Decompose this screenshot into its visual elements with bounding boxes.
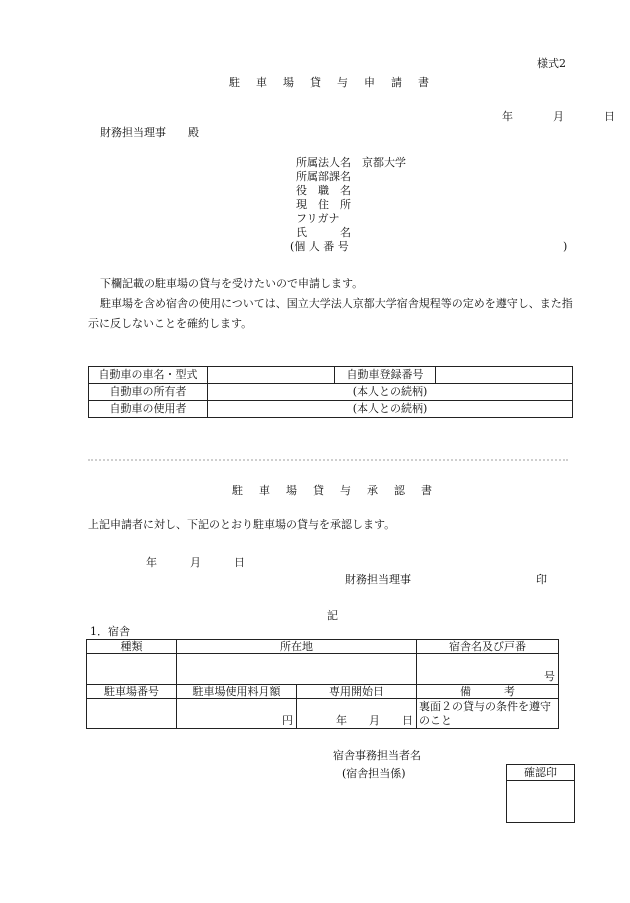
user-relation[interactable]: (本人との続柄) [208,401,573,418]
affiliation-label: 所属法人名 [296,156,351,169]
car-name-label: 自動車の車名・型式 [89,367,208,384]
location-field[interactable] [177,654,417,685]
application-paragraph-2a: 駐車場を含め宿舎の使用については、国立大学法人京都大学宿舎規程等の定めを遵守し、また指 [100,297,573,310]
confirm-seal-field[interactable] [507,781,575,823]
section-lodging-title: 1．宿舎 [90,625,130,638]
position-label: 役 職 名 [296,184,351,197]
car-name-field[interactable] [208,367,335,384]
application-paragraph-2b: 示に反しないことを確約します。 [88,317,253,330]
table-row [87,654,559,685]
table-row [87,685,559,699]
parking-number-label: 駐車場番号 [87,685,177,699]
table-row [89,384,573,401]
furigana-label: フリガナ [296,212,340,225]
department-label: 所属部課名 [296,170,351,183]
application-title: 駐車場貸与申請書 [229,76,445,89]
form-number: 様式2 [537,57,566,70]
section-divider [88,459,568,461]
registration-number-field[interactable] [436,367,573,384]
staff-section-label: (宿舎担当係) [342,767,406,780]
remarks-label: 備 考 [417,685,559,699]
start-date-field[interactable] [297,699,417,729]
table-row [507,765,575,781]
type-field[interactable] [87,654,177,685]
lodging-table [86,639,559,729]
table-row [89,401,573,418]
location-label: 所在地 [177,640,417,654]
affiliation-value: 京都大学 [362,156,406,169]
start-date-label: 専用開始日 [297,685,417,699]
address-label: 現 住 所 [296,198,351,211]
table-row [507,781,575,823]
vehicle-table [88,366,573,418]
name-label: 氏 名 [296,226,351,239]
confirm-seal-label: 確認印 [507,765,575,781]
user-label: 自動車の使用者 [89,401,208,418]
seal-mark: 印 [536,573,547,586]
staff-name-label: 宿舎事務担当者名 [333,749,421,762]
officer-label: 財務担当理事 [345,573,411,586]
lodging-name-label: 宿舎名及び戸番 [417,640,559,654]
approval-date: 年 月 日 [146,556,245,569]
addressee: 財務担当理事 殿 [100,126,199,139]
confirmation-seal-box [506,764,575,823]
application-date: 年 月 日 [502,110,621,123]
table-row [89,367,573,384]
personal-number-label: (個 人 番 号 [290,240,349,253]
table-row [87,640,559,654]
approval-title: 駐車場貸与承認書 [232,484,448,497]
approval-statement: 上記申請者に対し、下記のとおり駐車場の貸与を承認します。 [88,518,396,531]
fee-field[interactable] [177,699,297,729]
start-date-format: 年 月 日 [336,714,413,728]
type-label: 種類 [87,640,177,654]
parking-number-field[interactable] [87,699,177,729]
room-suffix: 号 [544,670,555,683]
owner-relation[interactable]: (本人との続柄) [208,384,573,401]
personal-number-close: ) [563,240,568,253]
yen-unit: 円 [282,714,293,728]
lodging-name-field[interactable] [417,654,559,685]
owner-label: 自動車の所有者 [89,384,208,401]
table-row [87,699,559,729]
application-paragraph-1: 下欄記載の駐車場の貸与を受けたいので申請します。 [100,277,364,290]
remarks-value: 裏面２の貸与の条件を遵守のこと [417,699,559,729]
fee-label: 駐車場使用料月額 [177,685,297,699]
registration-number-label: 自動車登録番号 [335,367,436,384]
ki-heading: 記 [327,609,338,622]
